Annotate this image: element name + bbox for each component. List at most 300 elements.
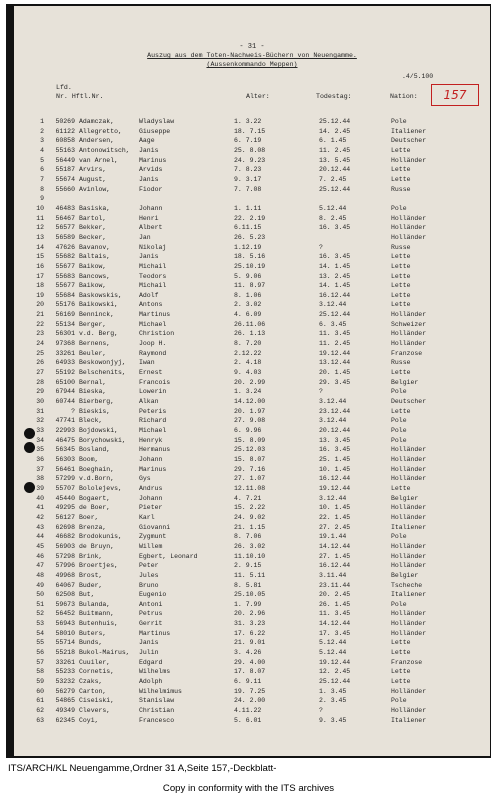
surname: Bleck, <box>79 417 103 425</box>
death-date: 3.12.44 <box>319 417 347 425</box>
table-row <box>14 388 490 398</box>
given-name: Martinus <box>139 311 171 319</box>
given-name: Arvids <box>139 166 163 174</box>
table-row <box>14 301 490 311</box>
birth-date: 9. 4.03 <box>234 369 262 377</box>
table-row <box>14 707 490 717</box>
nationality: Deutscher <box>391 398 427 406</box>
row-index: 41 <box>36 504 44 512</box>
nationality: Pole <box>391 436 407 444</box>
scan-border <box>6 4 491 758</box>
given-name: Christion <box>139 330 175 338</box>
row-index: 4 <box>40 146 44 154</box>
table-row <box>14 514 490 524</box>
table-row <box>14 697 490 707</box>
row-index: 34 <box>36 436 44 444</box>
row-index: 1 <box>40 118 44 125</box>
row-index: 61 <box>36 697 44 705</box>
given-name: Michael <box>139 427 167 434</box>
header-nr-hftl: Nr. Hftl.Nr. <box>56 93 104 100</box>
given-name: Hermanus <box>139 446 171 454</box>
row-index: 46 <box>36 552 44 560</box>
prisoner-number: 56279 <box>55 687 75 695</box>
copy-notice: Copy in conformity with the ITS archives <box>162 783 335 794</box>
given-name: Martinus <box>139 629 171 637</box>
row-index: 57 <box>36 658 44 666</box>
table-row <box>14 639 490 649</box>
table-row <box>14 417 490 427</box>
table-row <box>14 582 490 592</box>
row-index: 11 <box>36 214 44 222</box>
surname: Baikow, <box>79 282 107 290</box>
nationality: Lette <box>391 175 411 183</box>
nationality: Holländer <box>391 562 427 570</box>
birth-date: 2. 3.02 <box>234 301 262 309</box>
row-index: 5 <box>40 156 44 164</box>
prisoner-number: 56467 <box>55 214 75 222</box>
table-row <box>14 186 490 196</box>
given-name: Janis <box>139 175 159 183</box>
birth-date: 5. 6.01 <box>234 716 262 724</box>
table-row <box>14 688 490 698</box>
table-row <box>14 398 490 408</box>
row-index: 25 <box>36 349 44 357</box>
prisoner-number: 55163 <box>55 146 75 154</box>
prisoner-number: 59673 <box>55 600 75 608</box>
row-index: 52 <box>36 610 44 618</box>
nationality: Italiener <box>391 523 427 531</box>
row-index: 17 <box>36 272 44 280</box>
birth-date: 9. 3.17 <box>234 175 262 183</box>
prisoner-number: 55187 <box>55 166 75 174</box>
surname: van Arnel, <box>79 156 119 164</box>
birth-date: 6. 7.19 <box>234 137 262 145</box>
death-date: 16. 3.45 <box>319 224 351 232</box>
nationality: Holländer <box>391 214 427 222</box>
birth-date: 27. 1.07 <box>234 475 266 483</box>
row-index: 54 <box>36 629 44 637</box>
nationality: Belgier <box>391 571 419 579</box>
surname: Antonowitsch, <box>79 146 130 154</box>
row-index: 31 <box>36 407 44 415</box>
nationality: Holländer <box>391 340 427 348</box>
death-date: 13.12.44 <box>319 359 351 367</box>
birth-date: 20. 2.96 <box>234 610 266 618</box>
surname: Bogaert, <box>79 494 111 502</box>
surname: Czaks, <box>79 678 103 686</box>
table-row <box>14 485 490 495</box>
given-name: Johann <box>139 494 163 502</box>
prisoner-number: 56452 <box>55 610 75 618</box>
birth-date: 4.11.22 <box>234 707 262 715</box>
nationality: Holländer <box>391 465 427 473</box>
given-name: Francois <box>139 378 171 386</box>
prisoner-number: 56589 <box>55 233 75 241</box>
surname: Allegretto, <box>79 127 122 135</box>
death-date: 5.12.44 <box>319 649 347 657</box>
table-row <box>14 601 490 611</box>
prisoner-number: 56449 <box>55 156 75 164</box>
given-name: Aage <box>139 137 155 145</box>
given-name: Adolf <box>139 291 159 299</box>
nationality: Pole <box>391 533 407 541</box>
surname: Bernal, <box>79 378 107 386</box>
nationality: Holländer <box>391 446 427 454</box>
table-row <box>14 273 490 283</box>
table-row <box>14 717 490 727</box>
prisoner-number: 49295 <box>55 504 75 512</box>
nationality: Holländer <box>391 552 427 560</box>
row-index: 55 <box>36 639 44 647</box>
death-date: 20. 1.45 <box>319 369 351 377</box>
table-row <box>14 620 490 630</box>
surname: Buder, <box>79 581 103 589</box>
birth-date: 31. 3.23 <box>234 620 266 628</box>
table-row <box>14 504 490 514</box>
death-date: 13. 2.45 <box>319 272 351 280</box>
table-row <box>14 128 490 138</box>
birth-date: 6. 9.11 <box>234 678 262 686</box>
death-date: 3.12.44 <box>319 398 347 406</box>
given-name: Michael <box>139 320 167 328</box>
birth-date: 8. 1.06 <box>234 291 262 299</box>
prisoner-number: 50269 <box>55 118 75 125</box>
birth-date: 1. 1.11 <box>234 204 262 212</box>
table-row <box>14 591 490 601</box>
row-index: 20 <box>36 301 44 309</box>
table-row <box>14 321 490 331</box>
document-page <box>14 6 490 756</box>
prisoner-number: 55192 <box>55 369 75 377</box>
death-date: 8. 2.45 <box>319 214 347 222</box>
death-date: 10. 1.45 <box>319 465 351 473</box>
surname: Andersen, <box>79 137 115 145</box>
row-index: 3 <box>40 137 44 145</box>
death-date: 16. 3.45 <box>319 446 351 454</box>
header-nation: Nation: <box>390 93 418 100</box>
given-name: Henri <box>139 214 159 222</box>
table-row <box>14 176 490 186</box>
table-row <box>14 215 490 225</box>
birth-date: 17. 6.22 <box>234 629 266 637</box>
given-name: Bruno <box>139 581 159 589</box>
nationality: Holländer <box>391 156 427 164</box>
prisoner-number: 53232 <box>55 678 75 686</box>
row-index: 12 <box>36 224 44 232</box>
death-date: 27. 1.45 <box>319 552 351 560</box>
given-name: Janis <box>139 253 159 261</box>
table-row <box>14 137 490 147</box>
table-row <box>14 553 490 563</box>
surname: Boer, <box>79 513 99 521</box>
given-name: Wilhelmimus <box>139 687 182 695</box>
birth-date: 18. 7.15 <box>234 127 266 135</box>
surname: Baskowskis, <box>79 291 122 299</box>
given-name: Jan <box>139 233 151 241</box>
nationality: Lette <box>391 369 411 377</box>
death-date: 16.12.44 <box>319 562 351 570</box>
row-index: 24 <box>36 340 44 348</box>
document-subtitle: (Aussenkommando Meppen) <box>206 61 298 68</box>
row-index: 8 <box>40 185 44 193</box>
death-date: 29. 3.45 <box>319 378 351 386</box>
table-row <box>14 572 490 582</box>
nationality: Pole <box>391 417 407 425</box>
prisoner-number: 47626 <box>55 243 75 251</box>
birth-date: 6. 9.96 <box>234 427 262 434</box>
nationality: Holländer <box>391 542 427 550</box>
row-index: 18 <box>36 282 44 290</box>
row-index: 36 <box>36 455 44 463</box>
row-index: 39 <box>36 484 44 492</box>
birth-date: 19. 7.25 <box>234 687 266 695</box>
surname: But, <box>79 591 95 599</box>
nationality: Lette <box>391 166 411 174</box>
nationality: Holländer <box>391 455 427 463</box>
birth-date: 20. 2.99 <box>234 378 266 386</box>
death-date: 26. 1.45 <box>319 600 351 608</box>
death-date: 14. 1.45 <box>319 262 351 270</box>
given-name: Francesco <box>139 716 175 724</box>
nationality: Lette <box>391 253 411 261</box>
surname: Butenhuis, <box>79 620 119 628</box>
surname: Bojdowski, <box>79 427 119 434</box>
table-row <box>14 562 490 572</box>
given-name: Peteris <box>139 407 167 415</box>
given-name: Peter <box>139 562 159 570</box>
death-date: 19.1.44 <box>319 533 347 541</box>
table-row <box>14 166 490 176</box>
death-date: 14.12.44 <box>319 542 351 550</box>
death-date: 27. 2.45 <box>319 523 351 531</box>
nationality: Schweizer <box>391 320 427 328</box>
given-name: Adolph <box>139 678 163 686</box>
surname: Baltais, <box>79 253 111 261</box>
surname: v.d. Berg, <box>79 330 119 338</box>
surname: Brenza, <box>79 523 107 531</box>
birth-date: 4. 6.09 <box>234 311 262 319</box>
death-date: ? <box>319 388 323 396</box>
death-date: ? <box>319 243 323 251</box>
prisoner-number: 62345 <box>55 716 75 724</box>
death-date: 11. 2.45 <box>319 340 351 348</box>
given-name: Johann <box>139 455 163 463</box>
birth-date: 2. 9.15 <box>234 562 262 570</box>
row-index: 63 <box>36 716 44 724</box>
table-row <box>14 157 490 167</box>
prisoner-number: 56303 <box>55 455 75 463</box>
table-row <box>14 244 490 254</box>
row-index: 53 <box>36 620 44 628</box>
death-date: 25. 1.45 <box>319 455 351 463</box>
prisoner-number: 56345 <box>55 446 75 454</box>
prisoner-number: 22993 <box>55 427 75 434</box>
surname: Cuuiler, <box>79 658 111 666</box>
given-name: Raymond <box>139 349 167 357</box>
prisoner-number: 55714 <box>55 639 75 647</box>
table-row <box>14 282 490 292</box>
death-date: 25.12.44 <box>319 185 351 193</box>
row-index: 44 <box>36 533 44 541</box>
birth-date: 21. 1.15 <box>234 523 266 531</box>
surname: de Boer, <box>79 504 111 512</box>
row-index: 58 <box>36 668 44 676</box>
birth-date: 15. 8.09 <box>234 436 266 444</box>
nationality: Pole <box>391 388 407 396</box>
table-row <box>14 630 490 640</box>
nationality: Lette <box>391 649 411 657</box>
given-name: Teodors <box>139 272 167 280</box>
row-index: 50 <box>36 591 44 599</box>
death-date: 20. 2.45 <box>319 591 351 599</box>
prisoner-number: 46483 <box>55 204 75 212</box>
surname: Beskowonjyj, <box>79 359 126 367</box>
given-name: Andrus <box>139 484 163 492</box>
prisoner-number: 62508 <box>55 591 75 599</box>
row-index: 42 <box>36 513 44 521</box>
table-row <box>14 524 490 534</box>
prisoner-number: 57298 <box>55 552 75 560</box>
given-name: Gerrit <box>139 620 163 628</box>
prisoner-number: ? <box>71 407 75 415</box>
table-row <box>14 118 490 128</box>
surname: Bololejevs, <box>79 484 122 492</box>
death-date: 19.12.44 <box>319 658 351 666</box>
row-index: 16 <box>36 262 44 270</box>
given-name: Richard <box>139 417 167 425</box>
prisoner-number: 62698 <box>55 523 75 531</box>
surname: Bancows, <box>79 272 111 280</box>
surname: Adamczak, <box>79 118 115 125</box>
nationality: Holländer <box>391 513 427 521</box>
nationality: Lette <box>391 146 411 154</box>
birth-date: 24. 9.23 <box>234 156 266 164</box>
prisoner-number: 47741 <box>55 417 75 425</box>
death-date: 25.12.44 <box>319 678 351 686</box>
nationality: Lette <box>391 668 411 676</box>
prisoner-number: 46475 <box>55 436 75 444</box>
birth-date: 11. 8.97 <box>234 282 266 290</box>
prisoner-number: 49349 <box>55 707 75 715</box>
surname: Benninck, <box>79 311 115 319</box>
nationality: Italiener <box>391 127 427 135</box>
death-date: 16.12.44 <box>319 291 351 299</box>
nationality: Russe <box>391 185 411 193</box>
table-row <box>14 195 490 205</box>
given-name: Wilhelms <box>139 668 171 676</box>
table-row <box>14 678 490 688</box>
nationality: Lette <box>391 639 411 647</box>
prisoner-number: 54865 <box>55 697 75 705</box>
death-date: 6. 3.45 <box>319 320 347 328</box>
nationality: Holländer <box>391 687 427 695</box>
nationality: Lette <box>391 272 411 280</box>
row-index: 38 <box>36 475 44 483</box>
birth-date: 5. 9.06 <box>234 272 262 280</box>
death-date: 20.12.44 <box>319 166 351 174</box>
nationality: Belgier <box>391 378 419 386</box>
given-name: Wladyslaw <box>139 118 175 125</box>
surname: Clevers, <box>79 707 111 715</box>
death-date: 16. 3.45 <box>319 253 351 261</box>
prisoner-number: 56943 <box>55 620 75 628</box>
row-index: 49 <box>36 581 44 589</box>
table-row <box>14 379 490 389</box>
death-date: 3.11.44 <box>319 571 347 579</box>
nationality: Holländer <box>391 233 427 241</box>
given-name: Albert <box>139 224 163 232</box>
row-index: 6 <box>40 166 44 174</box>
death-date: 19.12.44 <box>319 349 351 357</box>
death-date: 20.12.44 <box>319 427 351 434</box>
row-index: 22 <box>36 320 44 328</box>
nationality: Holländer <box>391 610 427 618</box>
surname: Buitmann, <box>79 610 115 618</box>
prisoner-number: 55660 <box>55 185 75 193</box>
death-date: 3.12.44 <box>319 494 347 502</box>
surname: Cornetis, <box>79 668 115 676</box>
table-row <box>14 350 490 360</box>
death-date: 1. 3.45 <box>319 687 347 695</box>
surname: Becker, <box>79 233 107 241</box>
birth-date: 2.12.22 <box>234 349 262 357</box>
given-name: Karl <box>139 513 155 521</box>
surname: Arvirs, <box>79 166 107 174</box>
surname: v.d.Born, <box>79 475 115 483</box>
given-name: Pieter <box>139 504 163 512</box>
birth-date: 17. 8.07 <box>234 668 266 676</box>
row-index: 26 <box>36 359 44 367</box>
table-row <box>14 253 490 263</box>
nationality: Italiener <box>391 716 427 724</box>
prisoner-number: 33261 <box>55 349 75 357</box>
birth-date: 8. 7.20 <box>234 340 262 348</box>
birth-date: 21. 9.01 <box>234 639 266 647</box>
table-row <box>14 292 490 302</box>
birth-date: 3. 4.26 <box>234 649 262 657</box>
death-date: 13. 3.45 <box>319 436 351 444</box>
birth-date: 11.10.10 <box>234 552 266 560</box>
prisoner-number: 58010 <box>55 629 75 637</box>
nationality: Italiener <box>391 591 427 599</box>
prisoner-number: 49968 <box>55 571 75 579</box>
death-date: 3.12.44 <box>319 301 347 309</box>
surname: Berger, <box>79 320 107 328</box>
birth-date: 4. 7.21 <box>234 494 262 502</box>
prisoner-number: 55677 <box>55 282 75 290</box>
table-row <box>14 466 490 476</box>
death-date: 14.12.44 <box>319 620 351 628</box>
birth-date: 25. 8.08 <box>234 146 266 154</box>
nationality: Pole <box>391 697 407 705</box>
given-name: Henryk <box>139 436 163 444</box>
death-date: 6. 1.45 <box>319 137 347 145</box>
surname: Belschenits, <box>79 369 126 377</box>
death-date: 14. 1.45 <box>319 282 351 290</box>
death-date: 16.12.44 <box>319 475 351 483</box>
table-row <box>14 369 490 379</box>
given-name: Egbert, Leonard <box>139 552 198 560</box>
nationality: Holländer <box>391 620 427 628</box>
surname: Bieskis, <box>79 407 111 415</box>
table-row <box>14 340 490 350</box>
given-name: Nikolaj <box>139 243 167 251</box>
prisoner-number: 57996 <box>55 562 75 570</box>
surname: Broertjes, <box>79 562 119 570</box>
row-index: 7 <box>40 175 44 183</box>
given-name: Marinus <box>139 156 167 164</box>
given-name: Ernest <box>139 369 163 377</box>
